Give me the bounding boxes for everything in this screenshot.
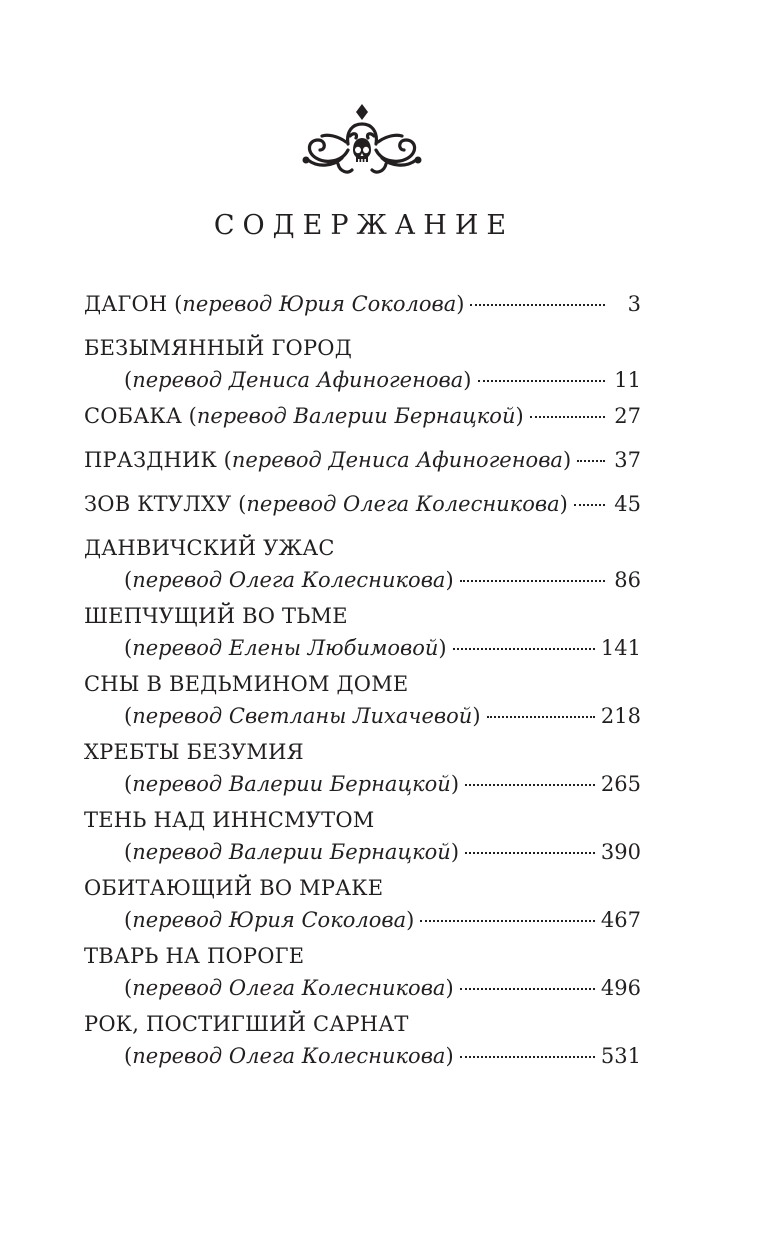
- entry-title: РОК, ПОСТИГШИЙ САРНАТ: [84, 1012, 409, 1036]
- entry-translator: перевод Дениса Афиногенова: [132, 368, 464, 392]
- entry-page-number: 86: [614, 568, 641, 592]
- entry-translator: перевод Светланы Лихачевой: [132, 704, 473, 728]
- dot-leader: [420, 920, 595, 922]
- dot-leader: [460, 580, 605, 582]
- entry-page-number: 218: [600, 704, 641, 728]
- entry-page-number: 496: [600, 976, 641, 1000]
- entry-title: ПРАЗДНИК: [84, 448, 217, 472]
- toc-entry: ДАНВИЧСКИЙ УЖАС (перевод Олега Колесникова) 86: [84, 532, 641, 596]
- dot-leader: [460, 1056, 595, 1058]
- entry-translator: перевод Елены Любимовой: [132, 636, 439, 660]
- entry-translator: перевод Олега Колесникова: [246, 492, 560, 516]
- dot-leader: [453, 648, 595, 650]
- toc-entry: ШЕПЧУЩИЙ ВО ТЬМЕ (перевод Елены Любимовой) 141: [84, 600, 641, 664]
- entry-page-number: 27: [614, 404, 641, 428]
- toc-entry: РОК, ПОСТИГШИЙ САРНАТ (перевод Олега Колесникова) 531: [84, 1008, 641, 1072]
- page-title: СОДЕРЖАНИЕ: [213, 210, 515, 241]
- entry-page-number: 45: [614, 492, 641, 516]
- toc-entry: ТЕНЬ НАД ИННСМУТОМ (перевод Валерии Бернацкой) 390: [84, 804, 641, 868]
- entry-title: ОБИТАЮЩИЙ ВО МРАКЕ: [84, 876, 384, 900]
- entry-page-number: 467: [600, 908, 641, 932]
- entry-translator: перевод Олега Колесникова: [132, 976, 446, 1000]
- entry-title: ЗОВ КТУЛХУ: [84, 492, 232, 516]
- toc-entry: СНЫ В ВЕДЬМИНОМ ДОМЕ (перевод Светланы Лихачевой) 218: [84, 668, 641, 732]
- entry-translator: перевод Олега Колесникова: [132, 1044, 446, 1068]
- entry-title: ДАГОН: [84, 292, 168, 316]
- dot-leader: [574, 504, 605, 506]
- table-of-contents: [84, 288, 641, 1076]
- toc-entry: ДАГОН (перевод Юрия Соколова) 3: [84, 288, 641, 320]
- entry-translator: перевод Валерии Бернацкой: [132, 840, 451, 864]
- entry-translator: перевод Валерии Бернацкой: [132, 772, 451, 796]
- entry-title: ДАНВИЧСКИЙ УЖАС: [84, 536, 335, 560]
- toc-entry: ХРЕБТЫ БЕЗУМИЯ (перевод Валерии Бернацкой) 265: [84, 736, 641, 800]
- dot-leader: [577, 460, 605, 462]
- entry-translator: перевод Олега Колесникова: [132, 568, 446, 592]
- entry-translator: перевод Дениса Афиногенова: [231, 448, 563, 472]
- entry-translator: перевод Юрия Соколова: [182, 292, 457, 316]
- entry-title: ТЕНЬ НАД ИННСМУТОМ: [84, 808, 375, 832]
- skull-ornament-icon: [298, 102, 426, 184]
- dot-leader: [460, 988, 595, 990]
- dot-leader: [465, 852, 595, 854]
- entry-title: ШЕПЧУЩИЙ ВО ТЬМЕ: [84, 604, 348, 628]
- dot-leader: [530, 416, 605, 418]
- entry-title: БЕЗЫМЯННЫЙ ГОРОД: [84, 336, 352, 360]
- dot-leader: [478, 380, 606, 382]
- entry-title: СНЫ В ВЕДЬМИНОМ ДОМЕ: [84, 672, 409, 696]
- toc-entry: ТВАРЬ НА ПОРОГЕ (перевод Олега Колесникова) 496: [84, 940, 641, 1004]
- entry-translator: перевод Валерии Бернацкой: [196, 404, 516, 428]
- toc-entry: ОБИТАЮЩИЙ ВО МРАКЕ (перевод Юрия Соколова) 467: [84, 872, 641, 936]
- toc-entry: ЗОВ КТУЛХУ (перевод Олега Колесникова) 45: [84, 488, 641, 520]
- entry-page-number: 531: [600, 1044, 641, 1068]
- entry-page-number: 390: [600, 840, 641, 864]
- entry-page-number: 11: [614, 368, 641, 392]
- toc-entry: ПРАЗДНИК (перевод Дениса Афиногенова) 37: [84, 444, 641, 476]
- entry-title: СОБАКА: [84, 404, 182, 428]
- entry-page-number: 3: [627, 292, 641, 316]
- entry-translator: перевод Юрия Соколова: [132, 908, 407, 932]
- entry-title: ТВАРЬ НА ПОРОГЕ: [84, 944, 305, 968]
- entry-page-number: 141: [600, 636, 641, 660]
- toc-entry: БЕЗЫМЯННЫЙ ГОРОД (перевод Дениса Афиногенова) 11: [84, 332, 641, 396]
- entry-title: ХРЕБТЫ БЕЗУМИЯ: [84, 740, 304, 764]
- entry-page-number: 265: [600, 772, 641, 796]
- dot-leader: [465, 784, 595, 786]
- toc-entry: СОБАКА (перевод Валерии Бернацкой) 27: [84, 400, 641, 432]
- dot-leader: [470, 304, 605, 306]
- entry-page-number: 37: [614, 448, 641, 472]
- dot-leader: [487, 716, 595, 718]
